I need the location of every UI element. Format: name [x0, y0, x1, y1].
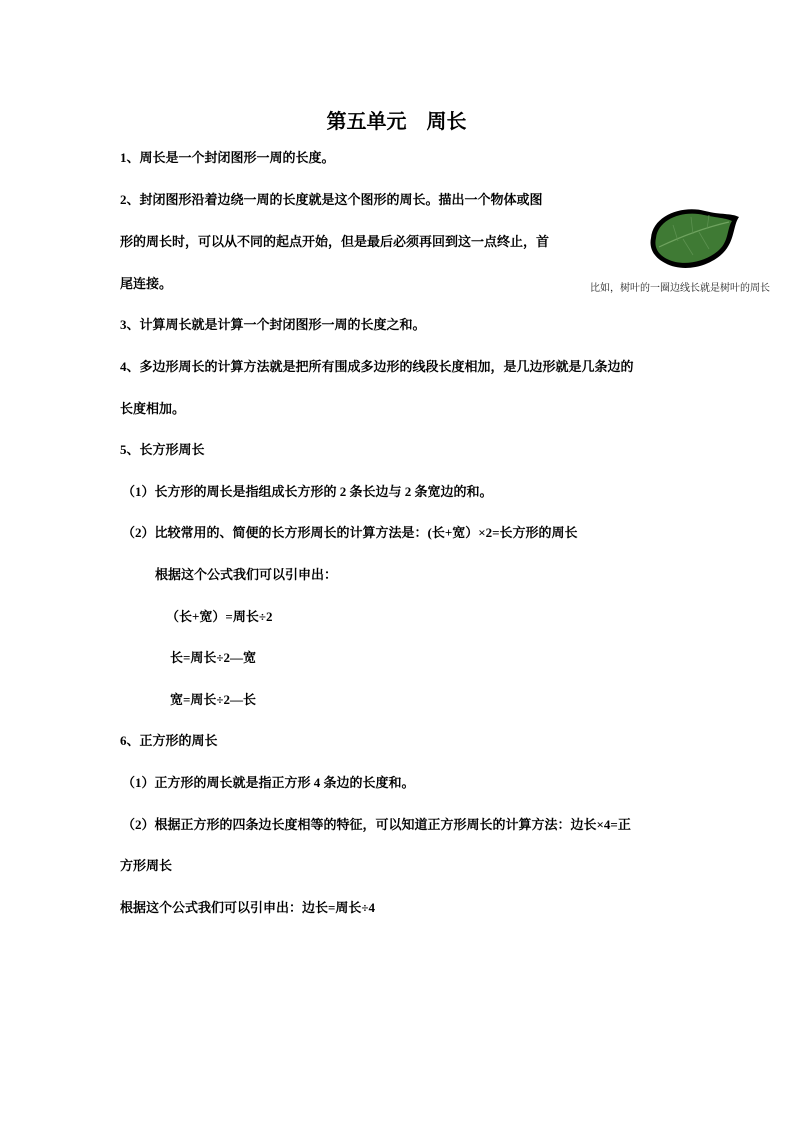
- formula-line: 宽=周长÷2—长: [170, 692, 257, 707]
- formula-line: （长+宽）=周长÷2: [166, 609, 273, 624]
- paragraph-line: 4、多边形周长的计算方法就是把所有围成多边形的线段长度相加，是几边形就是几条边的: [120, 359, 634, 374]
- paragraph-line: 3、计算周长就是计算一个封闭图形一周的长度之和。: [120, 317, 426, 332]
- paragraph-line: 长度相加。: [120, 401, 186, 416]
- paragraph-line: 根据这个公式我们可以引申出：边长=周长÷4: [120, 900, 376, 915]
- paragraph-line: 尾连接。: [120, 276, 173, 291]
- page-title: 第五单元 周长: [326, 111, 467, 133]
- leaf-image: [643, 203, 743, 273]
- paragraph-line: （1）长方形的周长是指组成长方形的 2 条长边与 2 条宽边的和。: [122, 484, 493, 499]
- formula-line: 长=周长÷2—宽: [170, 650, 257, 665]
- figure-caption: 比如，树叶的一圈边线长就是树叶的周长: [590, 283, 770, 294]
- paragraph-line: 方形周长: [120, 858, 173, 873]
- paragraph-line: （2）根据正方形的四条边长度相等的特征，可以知道正方形周长的计算方法：边长×4=正: [122, 817, 631, 832]
- paragraph-line: （2）比较常用的、简便的长方形周长的计算方法是：(长+宽）×2=长方形的周长: [122, 525, 578, 540]
- paragraph-line: 根据这个公式我们可以引申出：: [155, 567, 338, 582]
- paragraph-line: 形的周长时，可以从不同的起点开始，但是最后必须再回到这一点终止，首: [120, 234, 550, 249]
- paragraph-line: 1、周长是一个封闭图形一周的长度。: [120, 150, 335, 165]
- section-heading: 6、正方形的周长: [120, 733, 218, 748]
- paragraph-line: 2、封闭图形沿着边绕一周的长度就是这个图形的周长。描出一个物体或图: [120, 192, 543, 207]
- paragraph-line: （1）正方形的周长就是指正方形 4 条边的长度和。: [122, 775, 415, 790]
- section-heading: 5、长方形周长: [120, 442, 205, 457]
